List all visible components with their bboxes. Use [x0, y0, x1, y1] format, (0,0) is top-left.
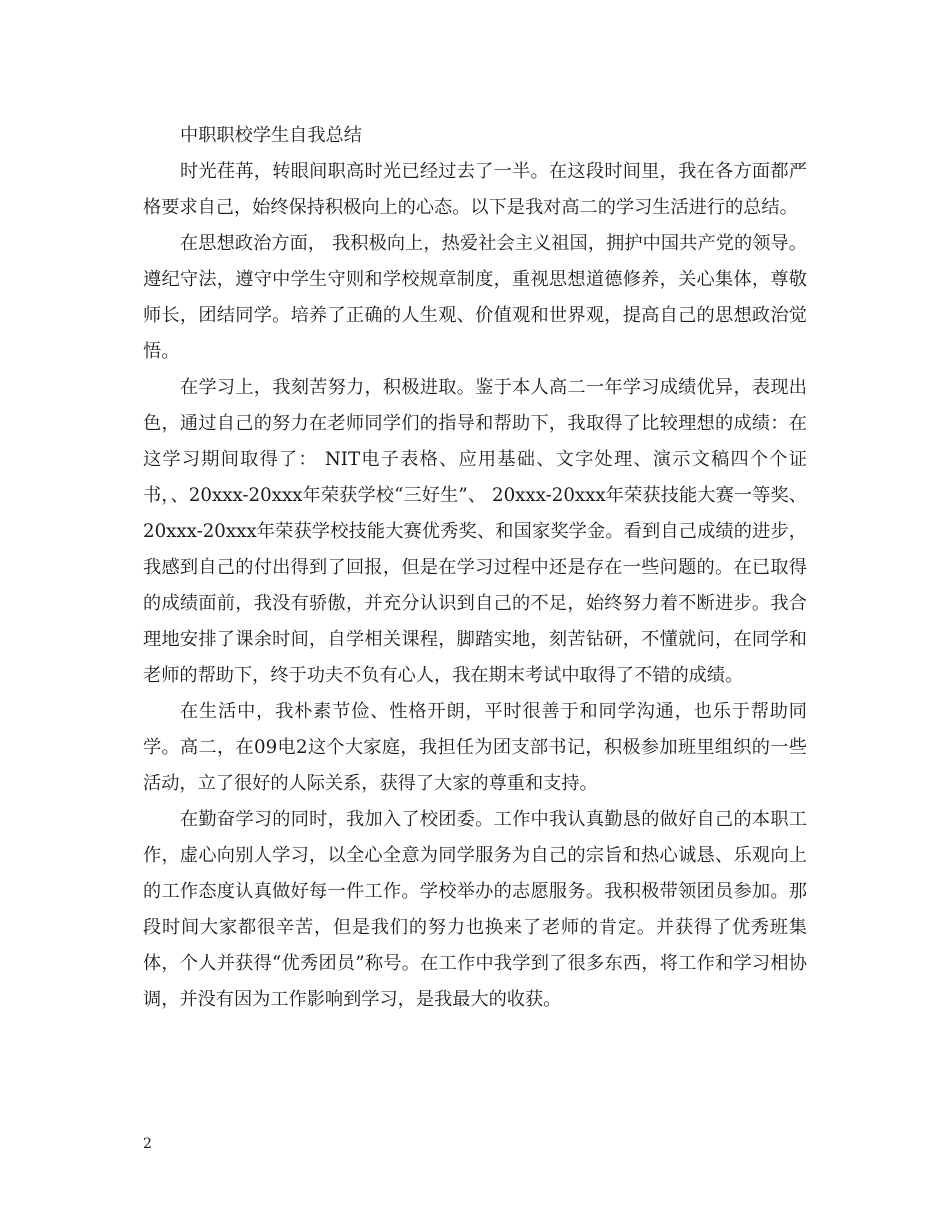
paragraph-work: 在勤奋学习的同时，我加入了校团委。工作中我认真勤恳的做好自己的本职工作，虚心向别人学习，以全心全意为同学服务为自己的宗旨和热心诚恳、乐观向上的工作态度认真做好每一件工作。学校举办的志愿服务。我积极带领团员参加。那段时间大家都很辛苦，但是我们的努力也换来了老师的肯定。并获得了优秀班集体，个人并获得“优秀团员”称号。在工作中我学到了很多东西，将工作和学习相协调，并没有因为工作影响到学习，是我最大的收获。 [143, 809, 807, 1010]
paragraph-intro: 时光荏苒，转眼间职高时光已经过去了一半。在这段时间里，我在各方面都严格要求自己，始终保持积极向上的心态。以下是我对高二的学习生活进行的总结。 [143, 161, 807, 218]
paragraph-study: 在学习上，我刻苦努力，积极进取。鉴于本人高二一年学习成绩优异，表现出色，通过自己的努力在老师同学们的指导和帮助下，我取得了比较理想的成绩：在这学习期间取得了： NIT电子表格、应用基础、文字处理、演示文稿四个个证书，、20xxx-20xxx年荣获学校“三好生”、 20xxx-20xxx年荣获技能大赛一等奖、20xxx-20xxx年荣获学校技能大赛优秀奖、和国家奖学金。看到自己成绩的进步，我感到自己的付出得到了回报，但是在学习过程中还是存在一些问题的。在已取得的成绩面前，我没有骄傲，并充分认识到自己的不足，始终努力着不断进步。我合理地安排了课余时间，自学相关课程，脚踏实地，刻苦钻研，不懂就问，在同学和老师的帮助下，终于功夫不负有心人，我在期末考试中取得了不错的成绩。 [143, 377, 807, 686]
document-body [143, 118, 807, 1018]
document-title: 中职职校学生自我总结 [180, 125, 362, 146]
page-number: 2 [143, 1136, 152, 1152]
paragraph-life: 在生活中，我朴素节俭、性格开朗，平时很善于和同学沟通，也乐于帮助同学。高二，在09电2这个大家庭，我担任为团支部书记，积极参加班里组织的一些活动，立了很好的人际关系，获得了大家的尊重和支持。 [143, 701, 807, 794]
paragraph-political: 在思想政治方面， 我积极向上，热爱社会主义祖国，拥护中国共产党的领导。遵纪守法，遵守中学生守则和学校规章制度，重视思想道德修养，关心集体，尊敬师长，团结同学。培养了正确的人生观、价值观和世界观，提高自己的思想政治觉悟。 [143, 233, 807, 362]
